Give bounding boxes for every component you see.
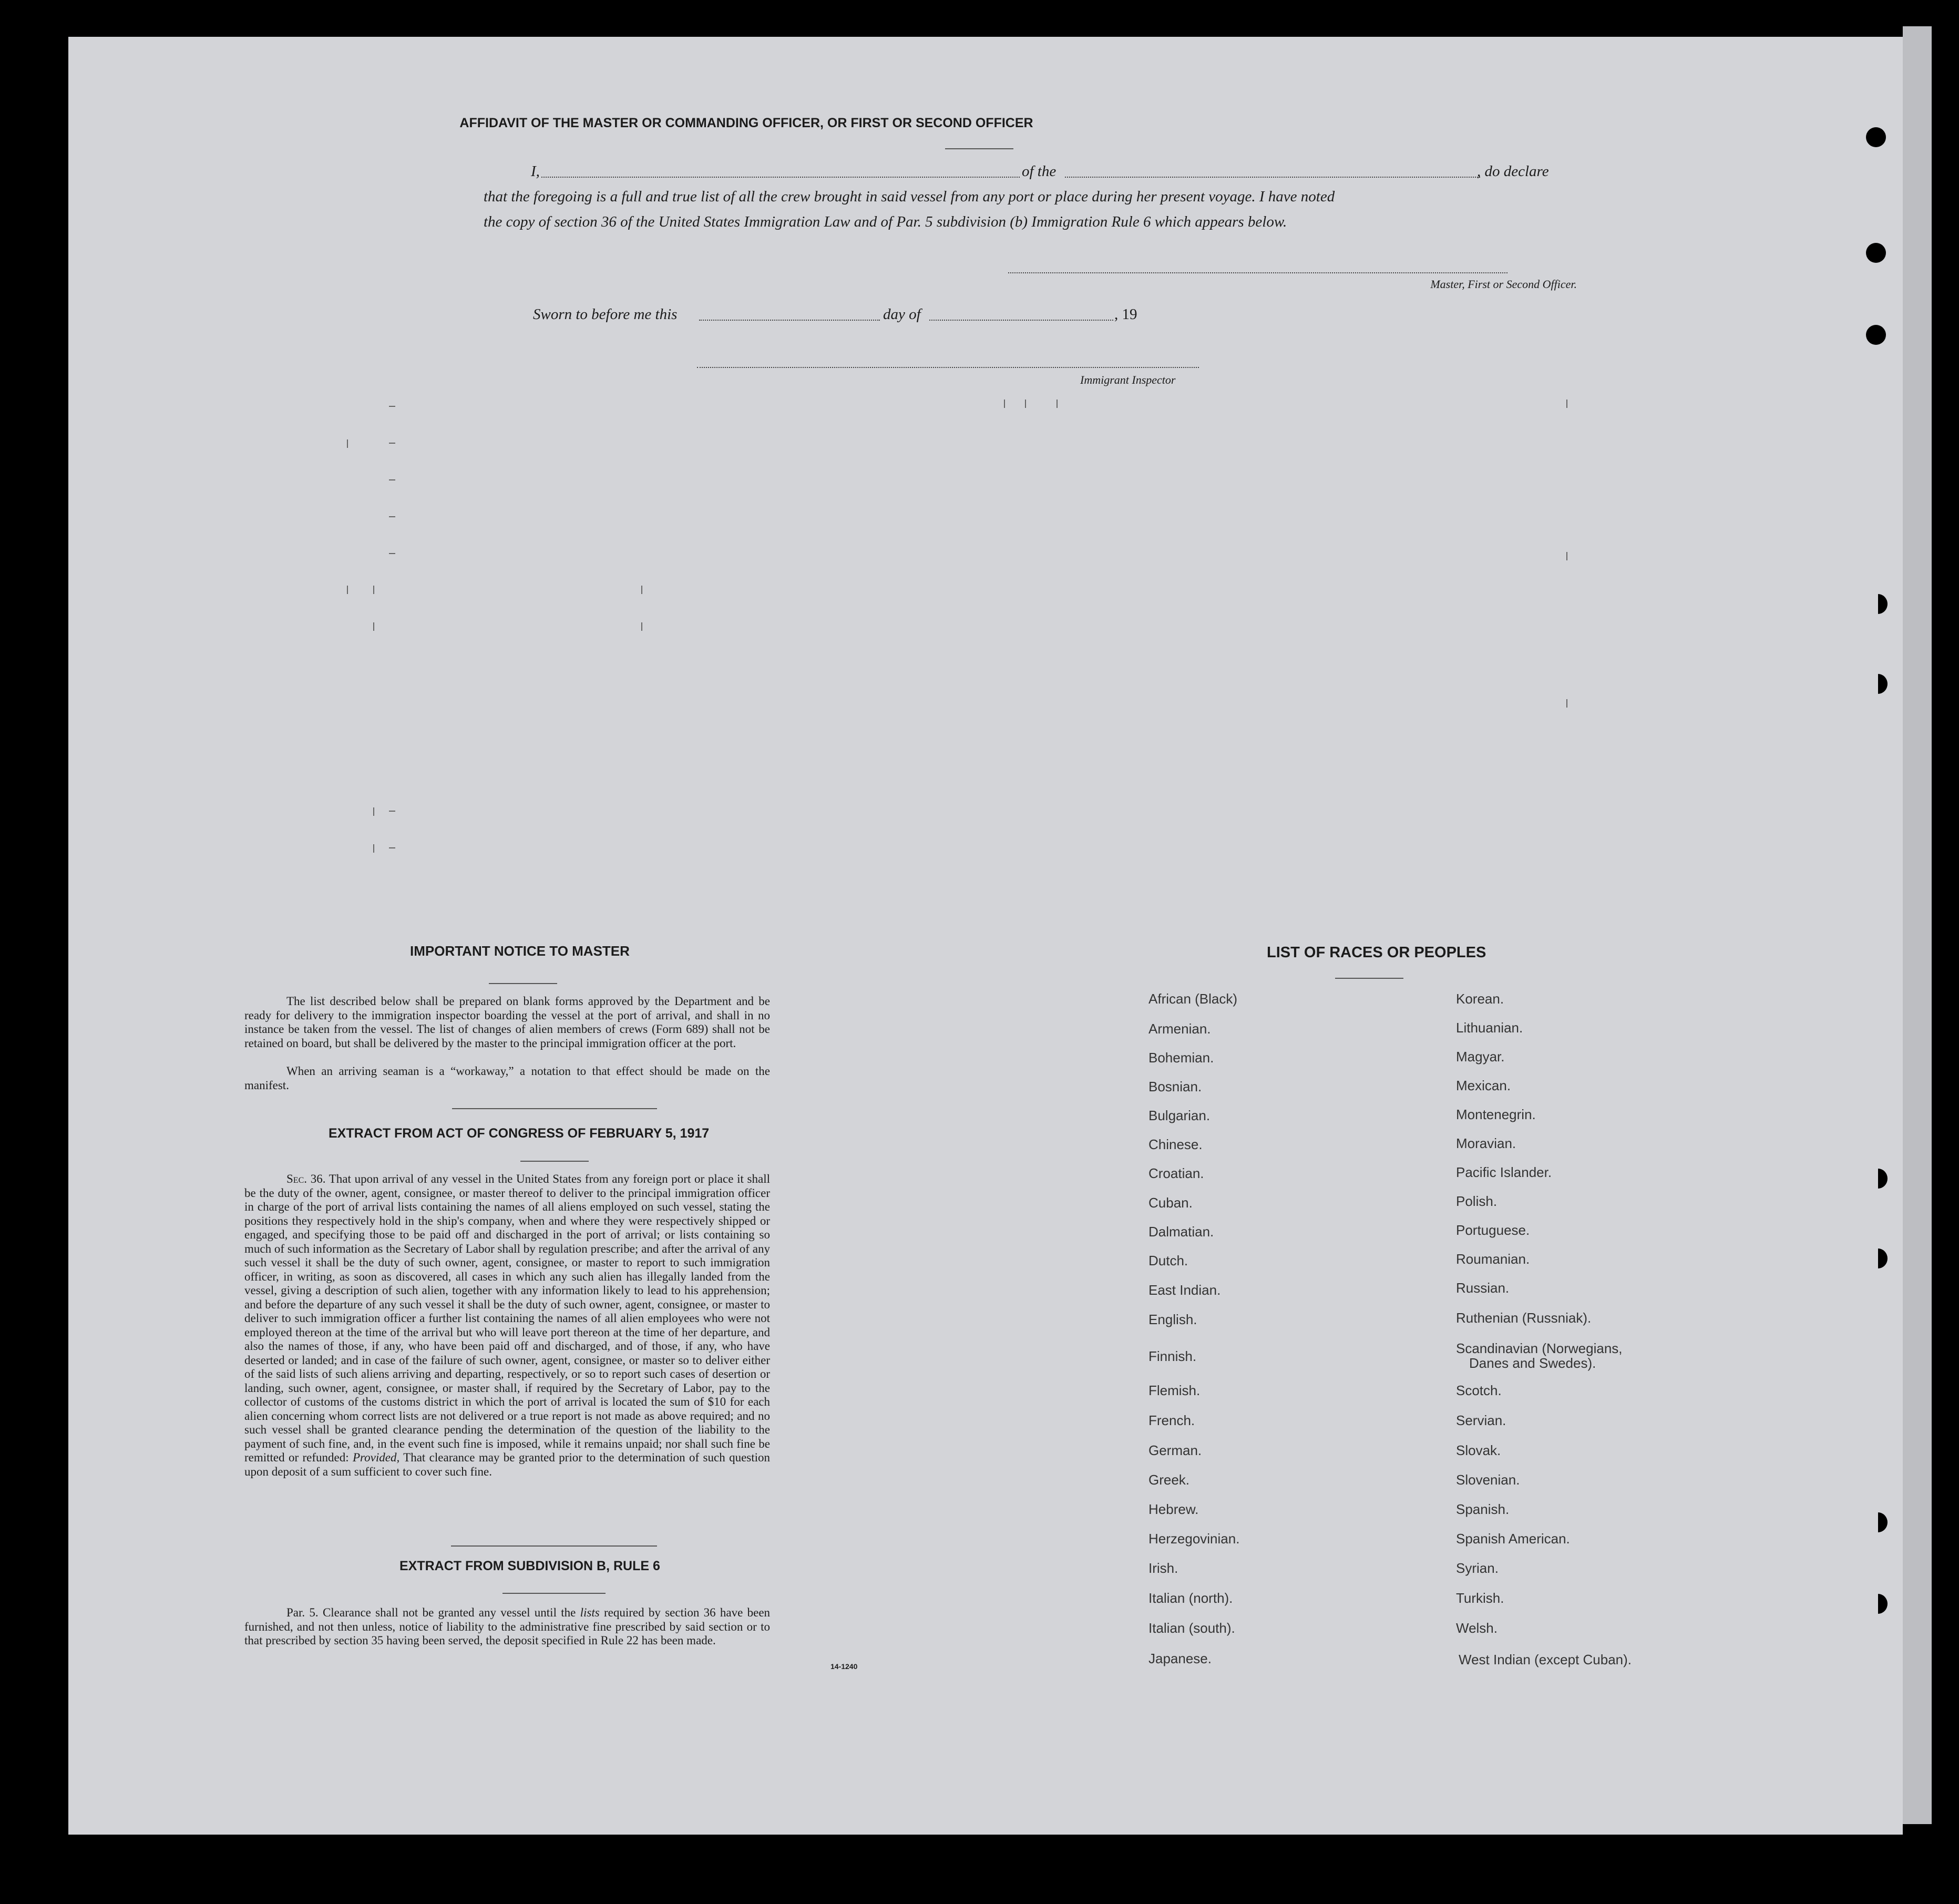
- form-mark: [373, 586, 374, 594]
- master-signature-field[interactable]: [1008, 272, 1507, 273]
- year-label: , 19: [1114, 306, 1137, 323]
- race-item: West Indian (except Cuban).: [1459, 1652, 1632, 1667]
- divider: [502, 1593, 606, 1594]
- punch-hole: [1866, 243, 1886, 263]
- punch-hole: [1869, 674, 1888, 694]
- race-item: Chinese.: [1148, 1137, 1203, 1152]
- races-title: LIST OF RACES OR PEOPLES: [1267, 944, 1486, 961]
- race-item: German.: [1148, 1442, 1202, 1458]
- divider: [945, 148, 1013, 149]
- race-item: Herzegovinian.: [1148, 1531, 1240, 1547]
- form-mark: [389, 479, 395, 480]
- divider: [1335, 978, 1403, 979]
- race-item: English.: [1148, 1312, 1197, 1327]
- sec-label: Sec.: [286, 1172, 307, 1185]
- notice-paragraph: When an arriving seaman is a “workaway,” a notation to that effect should be made on the manifest.: [244, 1064, 770, 1092]
- divider: [452, 1108, 657, 1109]
- race-item: Spanish American.: [1456, 1531, 1570, 1547]
- form-mark: [389, 443, 395, 444]
- affidavit-statement-line: that the foregoing is a full and true list of all the crew brought in said vessel from any port or place during her present voyage. I have noted: [484, 188, 1335, 205]
- race-item: African (Black): [1148, 991, 1238, 1007]
- race-item: Mexican.: [1456, 1078, 1511, 1093]
- race-item: Italian (north).: [1148, 1590, 1233, 1606]
- declarant-label: I,: [531, 163, 540, 180]
- sworn-day-field[interactable]: [699, 320, 880, 321]
- sworn-month-field[interactable]: [929, 320, 1113, 321]
- inspector-label: Immigrant Inspector: [1080, 373, 1176, 386]
- sworn-label: Sworn to before me this: [533, 306, 678, 323]
- race-item: Dutch.: [1148, 1253, 1188, 1268]
- form-mark: [389, 811, 395, 812]
- form-mark: [389, 553, 395, 554]
- punch-hole: [1869, 1248, 1888, 1268]
- race-item: Slovak.: [1456, 1442, 1501, 1458]
- form-mark: [1004, 400, 1005, 408]
- divider: [451, 1545, 657, 1547]
- race-item: East Indian.: [1148, 1282, 1221, 1298]
- form-mark: [641, 622, 642, 631]
- punch-hole: [1866, 127, 1886, 147]
- punch-hole: [1866, 325, 1886, 345]
- form-mark: [389, 847, 395, 848]
- race-item: Roumanian.: [1456, 1251, 1530, 1267]
- vessel-name-field[interactable]: [1065, 177, 1480, 178]
- form-mark: [373, 807, 374, 816]
- race-item: Pacific Islander.: [1456, 1164, 1552, 1180]
- day-of-label: day of: [883, 306, 921, 323]
- rule-extract-title: EXTRACT FROM SUBDIVISION B, RULE 6: [399, 1559, 660, 1573]
- race-item: Montenegrin.: [1456, 1107, 1536, 1122]
- race-item: Danes and Swedes).: [1469, 1355, 1596, 1371]
- race-item: Ruthenian (Russniak).: [1456, 1310, 1592, 1326]
- act-extract-text: [244, 1172, 770, 1479]
- form-mark: [1566, 699, 1567, 708]
- form-mark: [641, 586, 642, 594]
- race-item: Flemish.: [1148, 1383, 1201, 1398]
- race-item: Scandinavian (Norwegians,: [1456, 1340, 1623, 1356]
- form-mark: [389, 406, 395, 407]
- form-mark: [373, 622, 374, 631]
- race-item: Turkish.: [1456, 1590, 1504, 1606]
- inspector-signature-field[interactable]: [697, 367, 1199, 368]
- race-item: Portuguese.: [1456, 1222, 1530, 1238]
- race-item: Magyar.: [1456, 1049, 1505, 1064]
- notice-title: IMPORTANT NOTICE TO MASTER: [410, 943, 630, 959]
- race-item: Cuban.: [1148, 1195, 1193, 1211]
- race-item: Japanese.: [1148, 1651, 1212, 1666]
- race-item: Bohemian.: [1148, 1050, 1214, 1066]
- race-item: Finnish.: [1148, 1348, 1197, 1364]
- race-item: Scotch.: [1456, 1383, 1502, 1398]
- form-mark: [389, 516, 395, 517]
- race-item: Irish.: [1148, 1560, 1178, 1576]
- divider: [489, 983, 557, 984]
- master-signature-label: Master, First or Second Officer.: [1430, 278, 1577, 291]
- race-item: Italian (south).: [1148, 1620, 1235, 1636]
- race-item: Slovenian.: [1456, 1472, 1520, 1488]
- form-mark: [1057, 400, 1058, 408]
- act-extract-title: EXTRACT FROM ACT OF CONGRESS OF FEBRUARY 5, 1917: [329, 1126, 710, 1141]
- race-item: Bosnian.: [1148, 1079, 1202, 1094]
- document-page: [68, 37, 1903, 1835]
- race-item: Moravian.: [1456, 1135, 1516, 1151]
- declare-label: , do declare: [1477, 163, 1549, 180]
- sec-36-text: 36. That upon arrival of any vessel in the United States from any foreign port or place it shall be the duty of the owner, agent, consignee, or master thereof to deliver to the principal immigration officer in charge of the port of arrival lists containing the names of all aliens employed on such vessel, stating the positions they respectively hold in the ship's company, when and where they were respectively shipped or engaged, and specifying those to be paid off and discharged in the port of arrival; or lists containing so much of such information as the Secretary of Labor shall by regulation prescribe; and after the arrival of any such vessel it shall be the duty of such owner, agent, consignee, or master to report to such immigration officer, in writing, as soon as discovered, all cases in which any such alien has illegally landed from the vessel, giving a description of such alien, together with any information likely to lead to his apprehension; and before the departure of any such vessel it shall be the duty of such owner, agent, consignee, or master to deliver to such immigration officer a further list containing the names of all alien employees who were not employed thereon at the time of the arrival but who will leave port thereon at the time of her departure, and also the names of those, if any, who have been paid off and discharged, and of those, if any, who have deserted or landed; and in case of the failure of such owner, agent, consignee, or master so to deliver either of the said lists of such aliens arriving and departing, respectively, or so to report such cases of desertion or landing, such owner, agent, consignee, or master shall, if required by the Secretary of Labor, pay to the collector of customs of the customs district in which the port of arrival is located the sum of $10 for each alien concerning whom correct lists are not delivered or a true report is not made as above required; and no such vessel shall be granted clearance pending the determination of the question of the liability to the payment of such fine, and, in the event such fine is imposed, while it remains unpaid; nor shall such fine be remitted or refunded:: [244, 1172, 771, 1464]
- punch-hole: [1869, 1594, 1888, 1614]
- race-item: Polish.: [1456, 1193, 1498, 1209]
- punch-hole: [1869, 594, 1888, 614]
- form-mark: [347, 586, 348, 594]
- race-item: French.: [1148, 1412, 1195, 1428]
- form-mark: [373, 844, 374, 853]
- race-item: Korean.: [1456, 991, 1504, 1007]
- race-item: Spanish.: [1456, 1501, 1510, 1517]
- affidavit-statement-line: the copy of section 36 of the United States Immigration Law and of Par. 5 subdivision (b) Immigration Rule 6 which appears below.: [484, 213, 1287, 230]
- race-item: Hebrew.: [1148, 1501, 1199, 1517]
- sec-36-text-end: That clearance may be granted prior to the determination of such question upon deposit of a sum sufficient to cover such fine.: [244, 1451, 771, 1478]
- vessel-of-label: of the: [1022, 163, 1057, 180]
- affidavit-title: AFFIDAVIT OF THE MASTER OR COMMANDING OFFICER, OR FIRST OR SECOND OFFICER: [459, 116, 1033, 130]
- form-number: 14-1240: [830, 1662, 858, 1671]
- race-item: Armenian.: [1148, 1021, 1211, 1037]
- form-mark: [347, 439, 348, 448]
- rule-text-end: required by section 36 have been furnished, and not then unless, notice of liability to the administrative fine prescribed by said section or to that prescribed by section 35 having been served, the deposit specified in Rule 22 has been made.: [244, 1606, 771, 1647]
- provided-label: Provided,: [353, 1451, 400, 1464]
- race-item: Lithuanian.: [1456, 1020, 1523, 1036]
- race-item: Croatian.: [1148, 1165, 1204, 1181]
- race-item: Bulgarian.: [1148, 1108, 1211, 1123]
- race-item: Russian.: [1456, 1280, 1510, 1296]
- race-item: Welsh.: [1456, 1620, 1498, 1636]
- form-mark: [1566, 400, 1567, 408]
- lists-word: lists: [580, 1606, 600, 1619]
- race-item: Greek.: [1148, 1472, 1190, 1488]
- divider: [520, 1161, 589, 1162]
- rule-text-start: Par. 5. Clearance shall not be granted any vessel until the: [286, 1606, 576, 1619]
- punch-hole: [1869, 1169, 1888, 1189]
- declarant-name-field[interactable]: [541, 177, 1020, 178]
- page-edge: [1903, 26, 1932, 1824]
- rule-extract-text: [244, 1606, 770, 1648]
- punch-hole: [1869, 1512, 1888, 1532]
- form-mark: [1566, 552, 1567, 560]
- notice-paragraph: The list described below shall be prepared on blank forms approved by the Department and be ready for delivery to the immigration inspector boarding the vessel at the port of arrival, and shall in no instance be taken from the vessel. The list of changes of alien members of crews (Form 689) shall not be retained on board, but shall be delivered by the master to the principal immigration officer at the port.: [244, 995, 770, 1050]
- race-item: Servian.: [1456, 1412, 1506, 1428]
- form-mark: [1025, 400, 1026, 408]
- race-item: Syrian.: [1456, 1560, 1499, 1576]
- race-item: Dalmatian.: [1148, 1224, 1214, 1240]
